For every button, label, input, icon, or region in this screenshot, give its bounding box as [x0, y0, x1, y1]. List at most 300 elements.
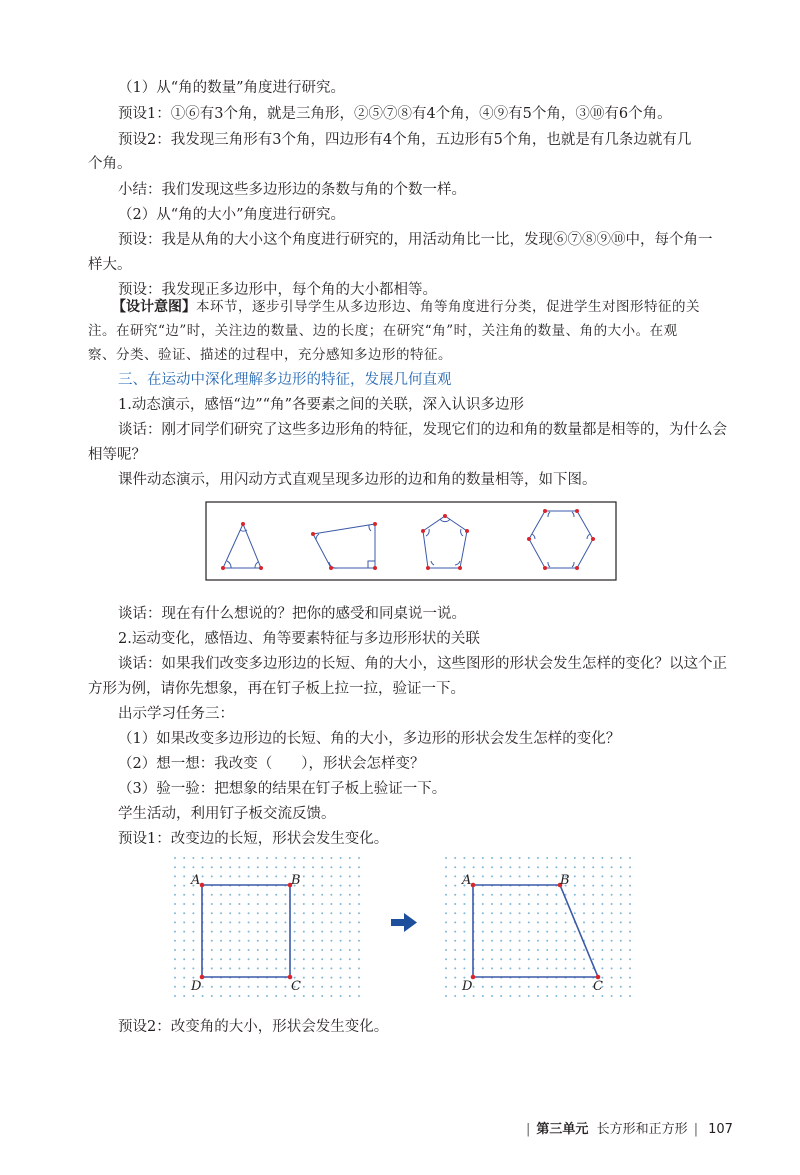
geoboard-peg [174, 949, 176, 951]
geoboard-peg [275, 995, 277, 997]
geoboard-peg [202, 857, 204, 859]
geoboard-peg [238, 967, 240, 969]
geoboard-peg [174, 885, 176, 887]
geoboard-peg [349, 885, 351, 887]
geoboard-peg [303, 903, 305, 905]
design-intent-text: 察、分类、验证、描述的过程中，充分感知多边形的特征。 [88, 347, 452, 363]
geoboard-peg [340, 866, 342, 868]
geoboard-peg [340, 903, 342, 905]
geoboard-peg [463, 995, 465, 997]
right-label-b: B [560, 873, 570, 888]
geoboard-peg [211, 903, 213, 905]
geoboard-peg [174, 940, 176, 942]
geoboard-peg [574, 875, 576, 877]
geoboard-peg [294, 995, 296, 997]
geoboard-peg [500, 903, 502, 905]
geoboard-peg [454, 875, 456, 877]
geoboard-peg [519, 903, 521, 905]
geoboard-peg [574, 931, 576, 933]
geoboard-peg [238, 857, 240, 859]
geoboard-peg [284, 986, 286, 988]
geoboard-peg [312, 912, 314, 914]
geoboard-peg [445, 940, 447, 942]
geoboard-peg [546, 958, 548, 960]
geoboard-peg [220, 949, 222, 951]
geoboard-peg [211, 912, 213, 914]
geoboard-peg [629, 857, 631, 859]
geoboard-peg [248, 921, 250, 923]
geoboard-peg [340, 875, 342, 877]
geoboard-peg [266, 958, 268, 960]
geoboard-peg [349, 977, 351, 979]
geoboard-peg [546, 875, 548, 877]
geoboard-peg [257, 967, 259, 969]
geoboard-peg [238, 875, 240, 877]
geoboard-peg [555, 903, 557, 905]
geoboard-peg [528, 986, 530, 988]
geoboard-peg [555, 894, 557, 896]
footer-chapter-title: 长方形和正方形 [596, 1122, 688, 1137]
geoboard-peg [546, 931, 548, 933]
geoboard-peg [445, 894, 447, 896]
geoboard-peg [229, 931, 231, 933]
geoboard-peg [620, 903, 622, 905]
geoboard-peg [445, 912, 447, 914]
geoboard-peg [358, 940, 360, 942]
geoboard-peg [183, 894, 185, 896]
geoboard-peg [629, 958, 631, 960]
geoboard-peg [555, 921, 557, 923]
geoboard-peg [257, 912, 259, 914]
geoboard-peg [238, 940, 240, 942]
geoboard-peg [620, 986, 622, 988]
geoboard-peg [463, 949, 465, 951]
geoboard-peg [330, 958, 332, 960]
geoboard-peg [583, 921, 585, 923]
geoboard-peg [629, 894, 631, 896]
geoboard-peg [284, 949, 286, 951]
geoboard-peg [183, 857, 185, 859]
geoboard-peg [611, 885, 613, 887]
geoboard-peg [482, 894, 484, 896]
geoboard-peg [211, 940, 213, 942]
geoboard-peg [445, 986, 447, 988]
geoboard-peg [275, 986, 277, 988]
geoboard-peg [519, 940, 521, 942]
geoboard-peg [620, 921, 622, 923]
geoboard-peg [509, 986, 511, 988]
geoboard-peg [330, 940, 332, 942]
geoboard-peg [454, 912, 456, 914]
geoboard-peg [509, 949, 511, 951]
geoboard-peg [257, 931, 259, 933]
geoboard-peg [509, 967, 511, 969]
geoboard-peg [509, 875, 511, 877]
geoboard-peg [454, 866, 456, 868]
geoboard-peg [358, 866, 360, 868]
geoboard-peg [284, 866, 286, 868]
geoboard-peg [192, 866, 194, 868]
geoboard-peg [592, 875, 594, 877]
geoboard-peg [266, 903, 268, 905]
hexagon-shape [529, 511, 593, 568]
geoboard-peg [528, 903, 530, 905]
geoboard-peg [620, 866, 622, 868]
geoboard-peg [592, 903, 594, 905]
geoboard-peg [284, 940, 286, 942]
geoboard-peg [248, 995, 250, 997]
geoboard-peg [211, 894, 213, 896]
geoboard-peg [211, 857, 213, 859]
geoboard-peg [303, 977, 305, 979]
geoboard-peg [211, 995, 213, 997]
geoboard-peg [500, 967, 502, 969]
geoboard-peg [275, 866, 277, 868]
geoboard-peg [500, 958, 502, 960]
geoboard-peg [321, 995, 323, 997]
geoboard-peg [257, 894, 259, 896]
geoboard-peg [321, 940, 323, 942]
geoboard-peg [583, 857, 585, 859]
geoboard-peg [574, 986, 576, 988]
geoboard-peg [537, 921, 539, 923]
geoboard-peg [220, 866, 222, 868]
geoboard-peg [183, 986, 185, 988]
geoboard-peg [445, 903, 447, 905]
geoboard-peg [321, 903, 323, 905]
geoboard-peg [565, 940, 567, 942]
geoboard-peg [294, 857, 296, 859]
geoboard-peg [537, 912, 539, 914]
preset-line-cont: 个角。 [88, 156, 132, 172]
geoboard-peg [482, 940, 484, 942]
geoboard-peg [583, 967, 585, 969]
geoboard-peg [174, 912, 176, 914]
geoboard-peg [445, 931, 447, 933]
preset-line: 预设2：我发现三角形有3个角，四边形有4个角，五边形有5个角，也就是有几条边就有几 [118, 132, 692, 148]
geoboard-peg [565, 912, 567, 914]
geoboard-peg [519, 958, 521, 960]
geoboard-peg [611, 857, 613, 859]
geoboard-peg [491, 995, 493, 997]
geoboard-peg [284, 921, 286, 923]
research-heading-1: （1）从“角的数量”角度进行研究。 [118, 80, 346, 96]
geoboard-peg [321, 857, 323, 859]
geoboard-peg [463, 931, 465, 933]
geoboard-peg [202, 875, 204, 877]
geoboard-peg [463, 940, 465, 942]
geoboard-peg [592, 912, 594, 914]
geoboard-peg [611, 921, 613, 923]
geoboard-peg [275, 940, 277, 942]
geoboard-peg [601, 967, 603, 969]
geoboard-peg [340, 857, 342, 859]
geoboard-peg [284, 967, 286, 969]
geoboard-peg [500, 940, 502, 942]
geoboard-peg [303, 986, 305, 988]
geoboard-peg [454, 940, 456, 942]
geoboard-peg [340, 967, 342, 969]
geoboard-peg [192, 967, 194, 969]
geoboard-peg [509, 866, 511, 868]
geoboard-peg [537, 857, 539, 859]
geoboard-peg [220, 995, 222, 997]
geoboard-peg [174, 995, 176, 997]
dialogue-line: 谈话：刚才同学们研究了这些多边形角的特征，发现它们的边和角的数量都是相等的，为什么会 [118, 422, 727, 438]
geoboard-peg [312, 894, 314, 896]
geoboard-peg [238, 866, 240, 868]
geoboard-peg [592, 940, 594, 942]
geoboard-peg [229, 986, 231, 988]
geoboard-peg [482, 921, 484, 923]
geoboard-peg [220, 875, 222, 877]
geoboard-peg [238, 958, 240, 960]
geoboard-peg [565, 857, 567, 859]
geoboard-peg [592, 949, 594, 951]
geoboard-peg [473, 866, 475, 868]
geoboard-peg [312, 885, 314, 887]
pentagon-vertices [421, 514, 469, 570]
geoboard-peg [257, 857, 259, 859]
geoboard-peg [445, 921, 447, 923]
geoboard-peg [583, 875, 585, 877]
geoboard-peg [303, 857, 305, 859]
geoboard-peg [174, 903, 176, 905]
footer-divider: | [526, 1122, 531, 1137]
geoboard-peg [257, 875, 259, 877]
geoboard-peg [620, 885, 622, 887]
geoboard-peg [358, 885, 360, 887]
geoboard-peg [555, 931, 557, 933]
geoboard-peg [500, 912, 502, 914]
preset-line: 预设1：改变边的长短，形状会发生变化。 [118, 831, 389, 847]
left-label-b: B [291, 873, 301, 888]
geoboard-peg [519, 912, 521, 914]
geoboard-peg [229, 875, 231, 877]
geoboard-peg [620, 967, 622, 969]
geoboard-peg [202, 995, 204, 997]
geoboard-peg [601, 958, 603, 960]
geoboard-peg [482, 912, 484, 914]
geoboard-peg [312, 940, 314, 942]
geoboard-peg [174, 866, 176, 868]
geoboard-peg [174, 931, 176, 933]
geoboard-peg [266, 986, 268, 988]
geoboard-peg [349, 866, 351, 868]
geoboard-peg [183, 977, 185, 979]
triangle-shape [223, 524, 261, 568]
design-intent-text: 注。在研究“边”时，关注边的数量、边的长度；在研究“角”时，关注角的数量、角的大小。在观 [88, 323, 678, 339]
geoboard-peg [546, 903, 548, 905]
geoboard-peg [473, 875, 475, 877]
geoboard-peg [202, 866, 204, 868]
geoboard-peg [321, 967, 323, 969]
geoboard-peg [257, 986, 259, 988]
geoboard-peg [349, 967, 351, 969]
geoboard-peg [574, 940, 576, 942]
geoboard-peg [620, 912, 622, 914]
geoboard-peg [358, 995, 360, 997]
geoboard-peg [349, 894, 351, 896]
geoboard-peg [546, 995, 548, 997]
geoboard-peg [463, 857, 465, 859]
geoboard-peg [257, 921, 259, 923]
geoboard-peg [482, 967, 484, 969]
geoboard-peg [555, 912, 557, 914]
geoboard-peg [229, 894, 231, 896]
geoboard-peg [275, 967, 277, 969]
geoboard-peg [183, 903, 185, 905]
geoboard-peg [349, 921, 351, 923]
geoboard-peg [312, 967, 314, 969]
geoboard-peg [183, 875, 185, 877]
geoboard-peg [312, 857, 314, 859]
geoboard-peg [611, 949, 613, 951]
geoboard-peg [629, 977, 631, 979]
geoboard-peg [491, 949, 493, 951]
right-label-a: A [462, 873, 472, 888]
geoboard-peg [358, 977, 360, 979]
geoboard-peg [611, 903, 613, 905]
geoboard-peg [500, 866, 502, 868]
geoboard-peg [537, 986, 539, 988]
geoboard-peg [592, 894, 594, 896]
geoboard-peg [574, 866, 576, 868]
geoboard-peg [220, 857, 222, 859]
geoboard-peg [583, 949, 585, 951]
geoboard-peg [330, 894, 332, 896]
geoboard-peg [463, 903, 465, 905]
geoboard-peg [294, 866, 296, 868]
geoboard-peg [611, 912, 613, 914]
geoboard-peg [620, 875, 622, 877]
geoboard-peg [358, 949, 360, 951]
geoboard-peg [519, 949, 521, 951]
geoboard-peg [238, 986, 240, 988]
geoboard-peg [248, 958, 250, 960]
geoboard-peg [238, 949, 240, 951]
geoboard-peg [601, 894, 603, 896]
geoboard-peg [565, 986, 567, 988]
geoboard-figure [160, 850, 640, 1000]
geoboard-peg [211, 921, 213, 923]
geoboard-peg [174, 894, 176, 896]
geoboard-peg [312, 977, 314, 979]
geoboard-peg [266, 967, 268, 969]
geoboard-peg [565, 967, 567, 969]
left-label-c: C [291, 979, 301, 994]
geoboard-peg [528, 921, 530, 923]
preset-line-cont: 样大。 [88, 257, 132, 273]
geoboard-peg [519, 875, 521, 877]
geoboard-peg [248, 903, 250, 905]
geoboard-peg [454, 921, 456, 923]
geoboard-peg [303, 958, 305, 960]
geoboard-peg [546, 866, 548, 868]
geoboard-peg [528, 958, 530, 960]
geoboard-peg [500, 995, 502, 997]
geoboard-peg [248, 949, 250, 951]
geoboard-peg [257, 958, 259, 960]
geoboard-peg [528, 857, 530, 859]
geoboard-peg [519, 921, 521, 923]
task-heading: 出示学习任务三： [118, 706, 234, 722]
geoboard-peg [592, 995, 594, 997]
geoboard-peg [592, 958, 594, 960]
geoboard-peg [358, 931, 360, 933]
geoboard-peg [266, 940, 268, 942]
geoboard-peg [482, 931, 484, 933]
geoboard-peg [629, 986, 631, 988]
geoboard-peg [546, 912, 548, 914]
geoboard-peg [192, 894, 194, 896]
geoboard-peg [491, 931, 493, 933]
geoboard-peg [303, 967, 305, 969]
geoboard-peg [211, 949, 213, 951]
geoboard-peg [592, 931, 594, 933]
geoboard-peg [482, 958, 484, 960]
geoboard-peg [482, 866, 484, 868]
design-intent-tag: 【设计意图】 [112, 299, 196, 315]
geoboard-peg [482, 857, 484, 859]
geoboard-peg [275, 931, 277, 933]
geoboard-peg [537, 903, 539, 905]
geoboard-peg [312, 931, 314, 933]
geoboard-peg [303, 995, 305, 997]
geoboard-peg [463, 912, 465, 914]
geoboard-peg [229, 967, 231, 969]
geoboard-peg [509, 931, 511, 933]
geoboard-peg [174, 977, 176, 979]
geoboard-peg [519, 866, 521, 868]
geoboard-peg [358, 903, 360, 905]
geoboard-peg [248, 875, 250, 877]
geoboard-peg [266, 875, 268, 877]
geoboard-peg [340, 977, 342, 979]
geoboard-peg [629, 866, 631, 868]
geoboard-peg [340, 921, 342, 923]
geoboard-peg [303, 875, 305, 877]
geoboard-peg [349, 875, 351, 877]
geoboard-peg [211, 866, 213, 868]
geoboard-peg [192, 958, 194, 960]
geoboard-peg [275, 903, 277, 905]
geoboard-peg [565, 921, 567, 923]
geoboard-peg [174, 875, 176, 877]
geoboard-peg [482, 875, 484, 877]
geoboard-peg [220, 912, 222, 914]
geoboard-peg [183, 912, 185, 914]
geoboard-peg [220, 894, 222, 896]
dialogue-line: 谈话：如果我们改变多边形边的长短、角的大小，这些图形的形状会发生怎样的变化？以这个正 [118, 656, 727, 672]
geoboard-peg [583, 995, 585, 997]
geoboard-peg [519, 967, 521, 969]
geoboard-peg [183, 931, 185, 933]
geoboard-peg [248, 986, 250, 988]
geoboard-peg [340, 894, 342, 896]
geoboard-peg [611, 875, 613, 877]
quadrilateral-shape [313, 524, 375, 568]
preset-line: 预设：我是从角的大小这个角度进行研究的，用活动角比一比，发现⑥⑦⑧⑨⑩中，每个角一 [118, 232, 713, 248]
geoboard-peg [454, 903, 456, 905]
task-item: （1）如果改变多边形边的长短、角的大小，多边形的形状会发生怎样的变化？ [118, 731, 621, 747]
geoboard-peg [321, 977, 323, 979]
geoboard-peg [312, 958, 314, 960]
preset-line: 预设：我发现正多边形中，每个角的大小都相等。 [118, 282, 437, 298]
geoboard-peg [445, 866, 447, 868]
geoboard-peg [238, 931, 240, 933]
geoboard-peg [220, 967, 222, 969]
